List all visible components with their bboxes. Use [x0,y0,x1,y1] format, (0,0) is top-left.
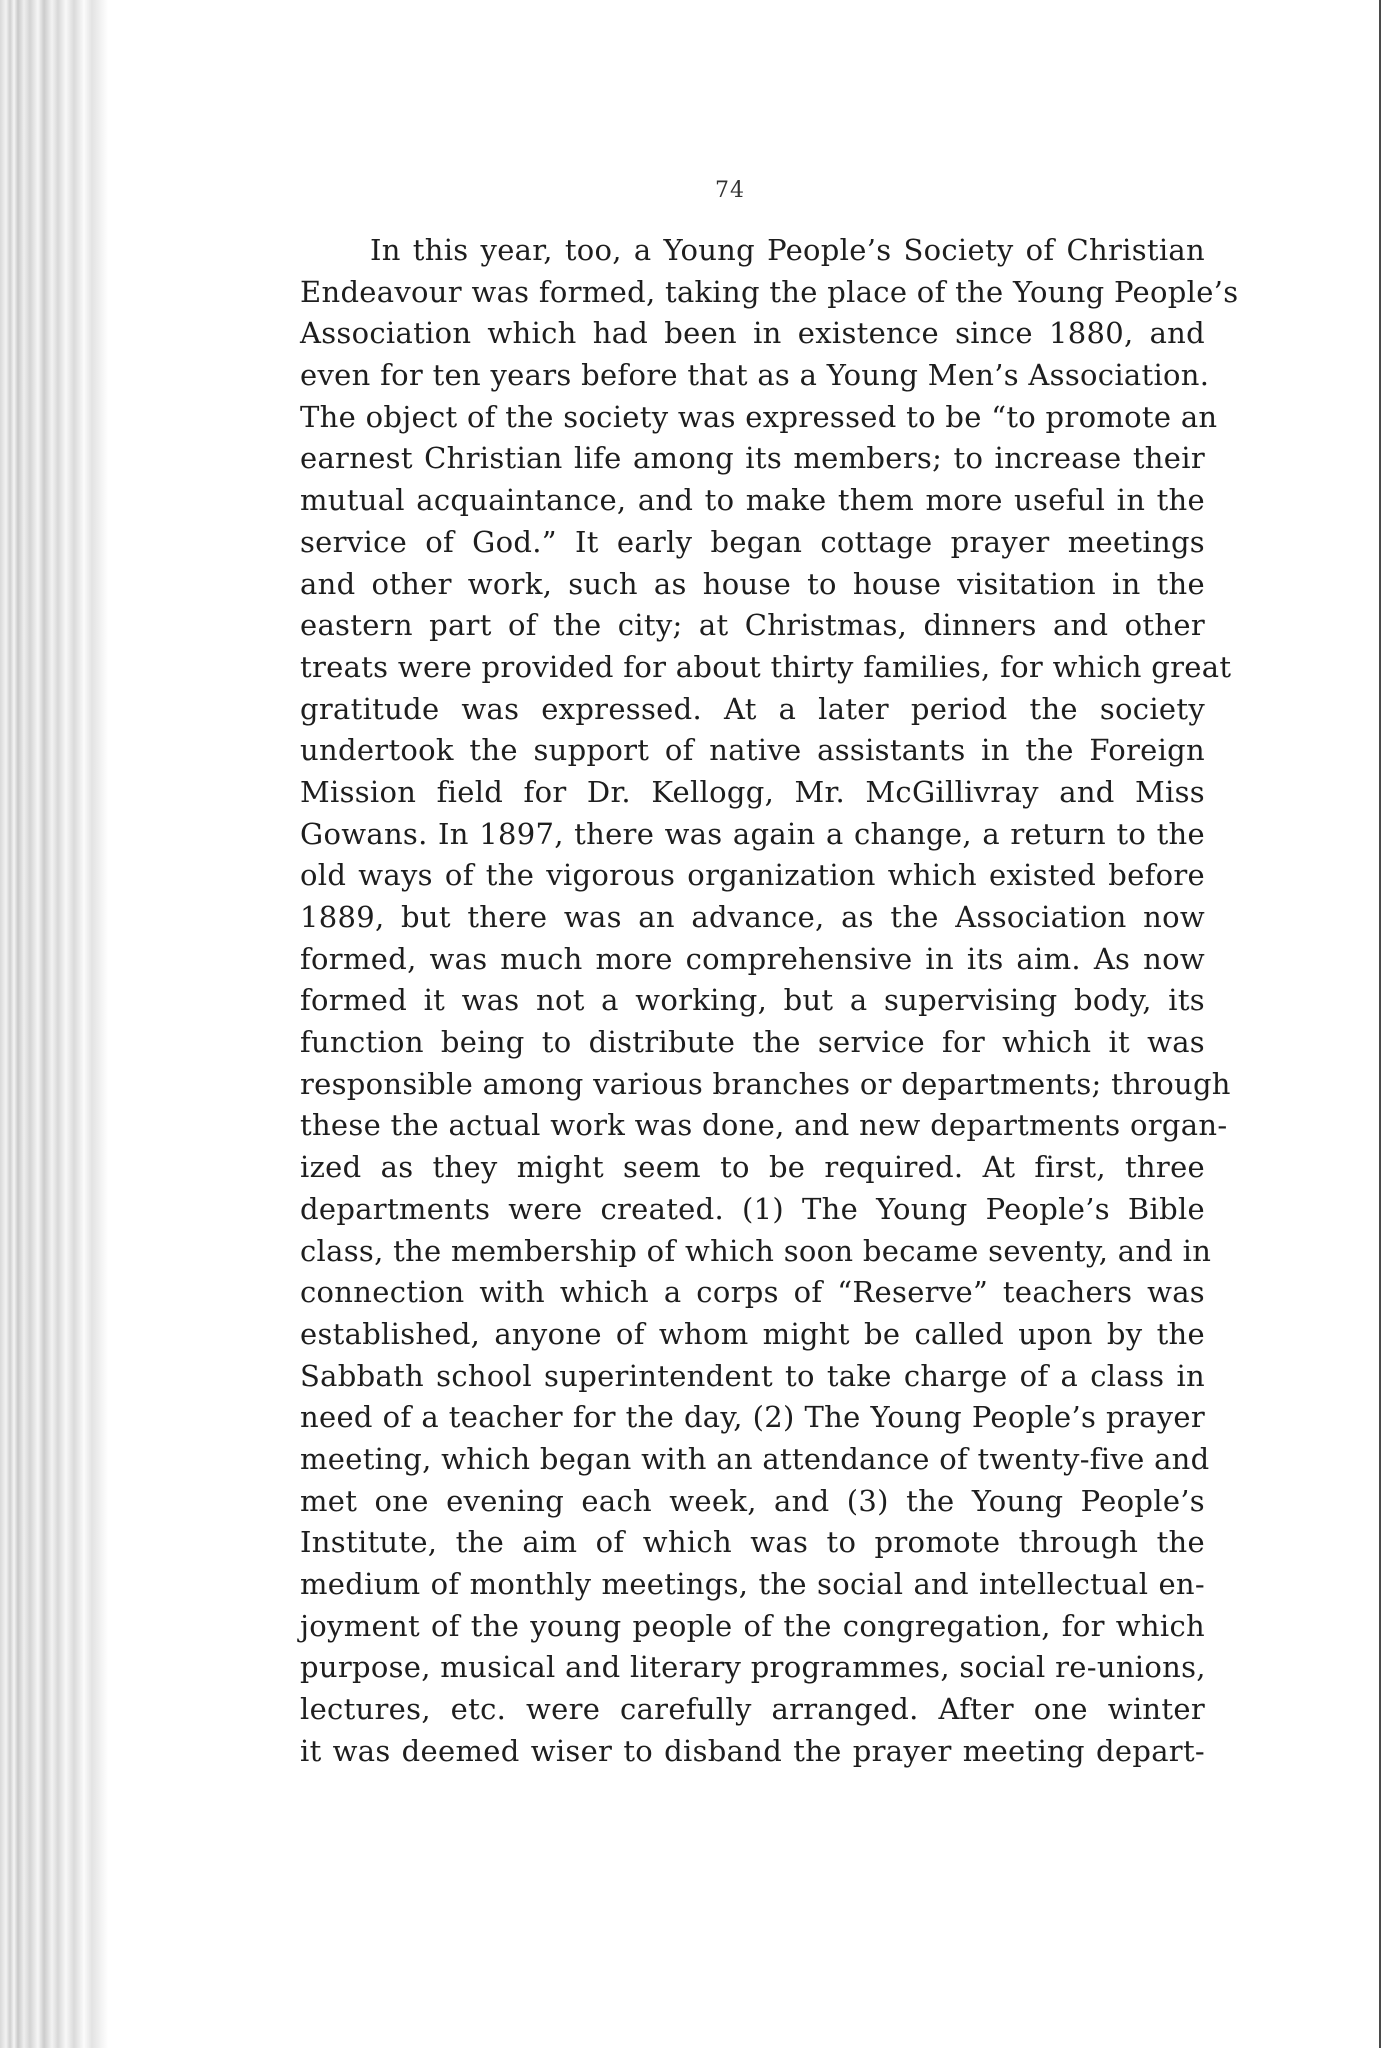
text-line: 1889, but there was an advance, as the Association now [300,900,1205,934]
text-line: formed it was not a working, but a supervising body, its [300,983,1205,1018]
text-line: old ways of the vigorous organization which existed before [300,858,1205,893]
text-line: Sabbath school superintendent to take charge of a class in [300,1358,1205,1393]
text-line: and other work, such as house to house visitation in the [300,566,1205,601]
text-line: treats were provided for about thirty families, for which great [300,649,1232,684]
body-text [300,230,1239,1772]
text-line: The object of the society was expressed to be “to promote an [300,399,1218,434]
text-line: even for ten years before that as a Young Men’s Association. [300,358,1210,393]
text-line: service of God.” It early began cottage prayer meetings [300,524,1205,559]
text-line: Endeavour was formed, taking the place of the Young People’s [300,274,1239,309]
text-line: responsible among various branches or departments; through [300,1066,1231,1101]
book-page-edges [0,0,120,2048]
text-line: Gowans. In 1897, there was again a change, a return to the [300,816,1205,851]
text-line: these the actual work was done, and new departments organ- [300,1108,1228,1143]
page-number: 74 [715,178,745,203]
page-right-edge [1379,0,1381,2048]
text-line: departments were created. (1) The Young People’s Bible [300,1191,1205,1226]
text-line: joyment of the young people of the congregation, for which [300,1608,1205,1643]
text-line: need of a teacher for the day, (2) The Young People’s prayer [300,1400,1205,1435]
text-line: ized as they might seem to be required. At first, three [300,1150,1205,1185]
text-line: eastern part of the city; at Christmas, dinners and other [300,608,1205,643]
text-line: function being to distribute the service for which it was [300,1025,1205,1060]
text-line: class, the membership of which soon became seventy, and in [300,1233,1212,1268]
text-line: purpose, musical and literary programmes, social re-unions, [300,1650,1206,1685]
text-line: connection with which a corps of “Reserve” teachers was [300,1275,1205,1310]
text-line: mutual acquaintance, and to make them more useful in the [300,483,1205,518]
text-line: formed, was much more comprehensive in its aim. As now [300,941,1205,976]
text-line: gratitude was expressed. At a later period the society [300,691,1205,726]
text-line: meeting, which began with an attendance of twenty-five and [300,1441,1210,1476]
text-line: Association which had been in existence since 1880, and [300,316,1205,351]
text-line: undertook the support of native assistants in the Foreign [300,733,1205,768]
text-line: Mission field for Dr. Kellogg, Mr. McGillivray and Miss [300,774,1205,809]
text-line: lectures, etc. were carefully arranged. After one winter [300,1692,1205,1727]
text-line: medium of monthly meetings, the social and intellectual en- [300,1567,1205,1601]
text-line: earnest Christian life among its members; to increase their [300,441,1205,476]
text-line: it was deemed wiser to disband the prayer meeting depart- [300,1733,1205,1768]
text-line: met one evening each week, and (3) the Young People’s [300,1483,1205,1518]
text-line: established, anyone of whom might be called upon by the [300,1316,1205,1351]
text-line: Institute, the aim of which was to promote through the [300,1525,1205,1560]
text-line: In this year, too, a Young People’s Society of Christian [370,233,1205,267]
